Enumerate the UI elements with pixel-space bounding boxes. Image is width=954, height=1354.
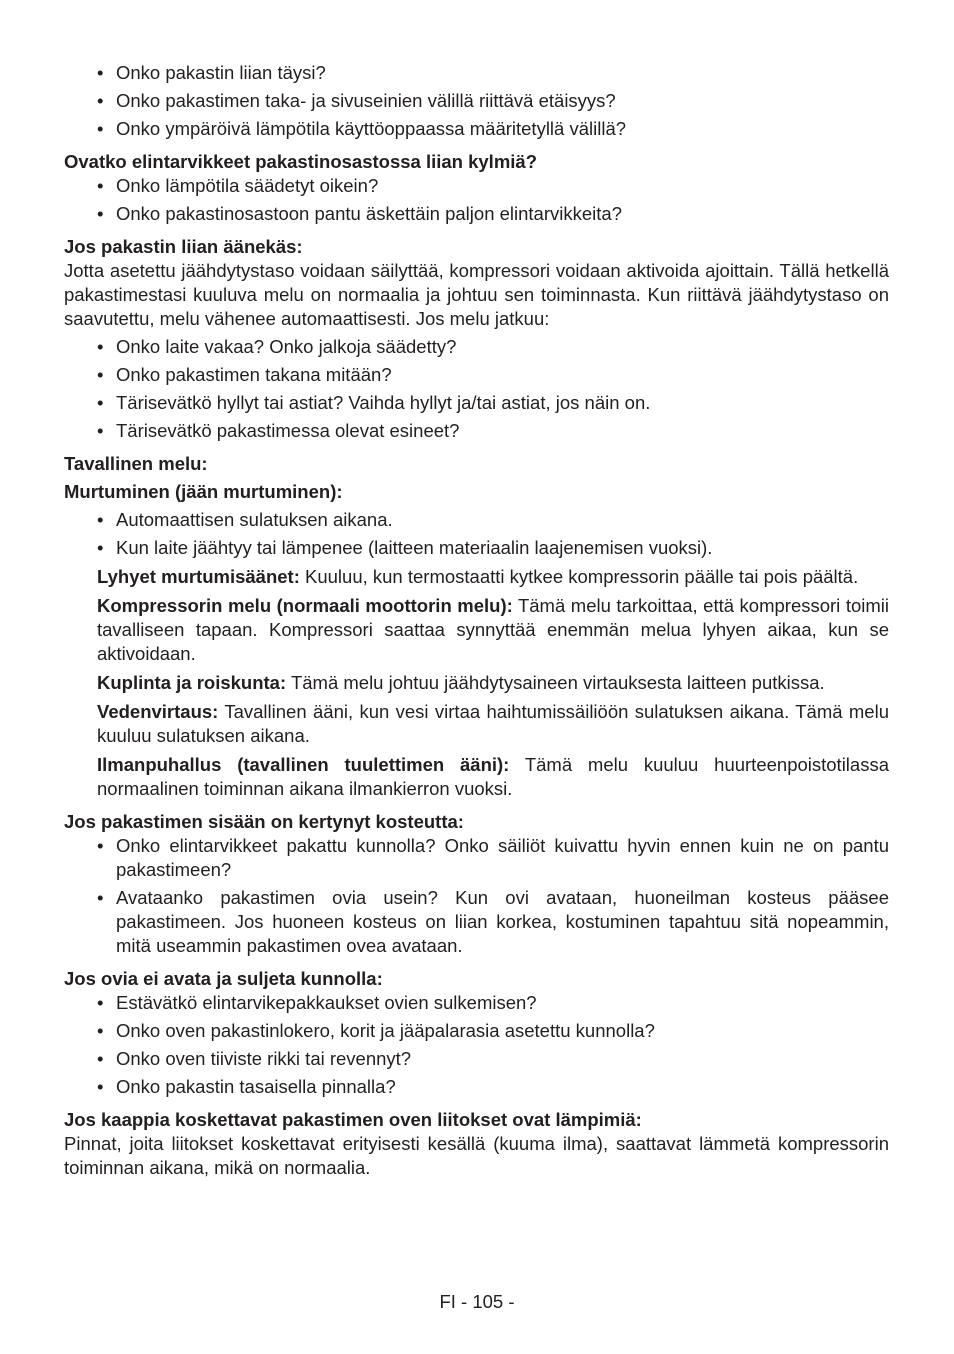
page-number: FI - 105 - <box>439 1291 515 1312</box>
noise-entry <box>97 700 889 748</box>
list-item: • Estävätkö elintarvikepakkaukset ovien sulkemisen? <box>97 991 889 1015</box>
list-noise-checks <box>64 335 889 443</box>
noise-entry <box>97 753 889 801</box>
list-item: • Onko oven pakastinlokero, korit ja jääpalarasia asetettu kunnolla? <box>97 1019 889 1043</box>
list-item: • Automaattisen sulatuksen aikana. <box>97 508 889 532</box>
list-moisture <box>64 834 889 958</box>
heading-moisture: Jos pakastimen sisään on kertynyt kosteutta: <box>64 811 464 832</box>
noise-text: Tämä melu kuuluu huurteenpoistotilassa normaalinen toiminnan aikana ilmankierron vuoksi. <box>97 754 889 799</box>
noise-label: Lyhyet murtumisäänet: <box>97 566 300 587</box>
noise-entry <box>97 594 889 666</box>
heading-too-cold: Ovatko elintarvikkeet pakastinosastossa liian kylmiä? <box>64 151 537 172</box>
list-cracking <box>64 508 889 560</box>
list-doors <box>64 991 889 1099</box>
page-content <box>64 61 889 1180</box>
list-too-cold <box>64 174 889 226</box>
heading-ice-cracking: Murtuminen (jään murtuminen): <box>64 481 343 502</box>
noise-text: Tämä melu tarkoittaa, että kompressori toimii tavalliseen tapaan. Kompressori saattaa synnyttää enemmän melua lyhyen aikaa, kun se aktivoidaan. <box>97 595 889 664</box>
noise-text: Tavallinen ääni, kun vesi virtaa haihtumissäiliöön sulatuksen aikana. Tämä melu kuuluu sulatuksen aikana. <box>97 701 889 746</box>
list-item: • Kun laite jäähtyy tai lämpenee (laitteen materiaalin laajenemisen vuoksi). <box>97 536 889 560</box>
heading-too-noisy: Jos pakastin liian äänekäs: <box>64 236 303 257</box>
noise-label: Kompressorin melu (normaali moottorin melu): <box>97 595 513 616</box>
list-item: • Onko lämpötila säädetyt oikein? <box>97 174 889 198</box>
noise-label: Kuplinta ja roiskunta: <box>97 672 287 693</box>
paragraph-warm-joints: Pinnat, joita liitokset koskettavat erityisesti kesällä (kuuma ilma), saattavat lämmetä kompressorin toiminnan aikana, mikä on normaalia. <box>64 1133 889 1178</box>
heading-warm-joints: Jos kaappia koskettavat pakastimen oven liitokset ovat lämpimiä: <box>64 1109 642 1130</box>
list-item: • Onko elintarvikkeet pakattu kunnolla? Onko säiliöt kuivattu hyvin ennen kuin ne on pantu pakastimeen? <box>97 834 889 882</box>
list-item: • Avataanko pakastimen ovia usein? Kun ovi avataan, huoneilman kosteus pääsee pakastimeen. Jos huoneen kosteus on liian korkea, kostuminen tapahtuu sitä nopeammin, mitä useammin pakastimen ovea avataan. <box>97 886 889 958</box>
list-item: • Tärisevätkö hyllyt tai astiat? Vaihda hyllyt ja/tai astiat, jos näin on. <box>97 391 889 415</box>
list-item: • Onko pakastimen takana mitään? <box>97 363 889 387</box>
noise-label: Ilmanpuhallus (tavallinen tuulettimen ääni): <box>97 754 510 775</box>
noise-entry <box>97 671 889 695</box>
list-item: • Onko ympäröivä lämpötila käyttöoppaassa määritetyllä välillä? <box>97 117 889 141</box>
paragraph-noise: Jotta asetettu jäähdytystaso voidaan säilyttää, kompressori voidaan aktivoida ajoittain. Tällä hetkellä pakastimestasi kuuluva melu on normaalia ja johtuu sen toiminnasta. Kun riittävä jäähdytystaso on saavutettu, melu vähenee automaattisesti. Jos melu jatkuu: <box>64 260 889 329</box>
list-item: • Onko pakastin liian täysi? <box>97 61 889 85</box>
list-item: • Onko pakastimen taka- ja sivuseinien välillä riittävä etäisyys? <box>97 89 889 113</box>
list-freezer-checks <box>64 61 889 141</box>
noise-text: Tämä melu johtuu jäähdytysaineen virtauksesta laitteen putkissa. <box>286 672 825 693</box>
list-item: • Onko oven tiiviste rikki tai revennyt? <box>97 1047 889 1071</box>
heading-normal-noise: Tavallinen melu: <box>64 453 208 474</box>
list-item: • Onko pakastinosastoon pantu äskettäin paljon elintarvikkeita? <box>97 202 889 226</box>
noise-entry <box>97 565 889 589</box>
noise-text: Kuuluu, kun termostaatti kytkee kompressorin päälle tai pois päältä. <box>299 566 859 587</box>
list-item: • Tärisevätkö pakastimessa olevat esineet? <box>97 419 889 443</box>
list-item: • Onko laite vakaa? Onko jalkoja säädetty? <box>97 335 889 359</box>
heading-doors: Jos ovia ei avata ja suljeta kunnolla: <box>64 968 383 989</box>
list-item: • Onko pakastin tasaisella pinnalla? <box>97 1075 889 1099</box>
noise-label: Vedenvirtaus: <box>97 701 219 722</box>
